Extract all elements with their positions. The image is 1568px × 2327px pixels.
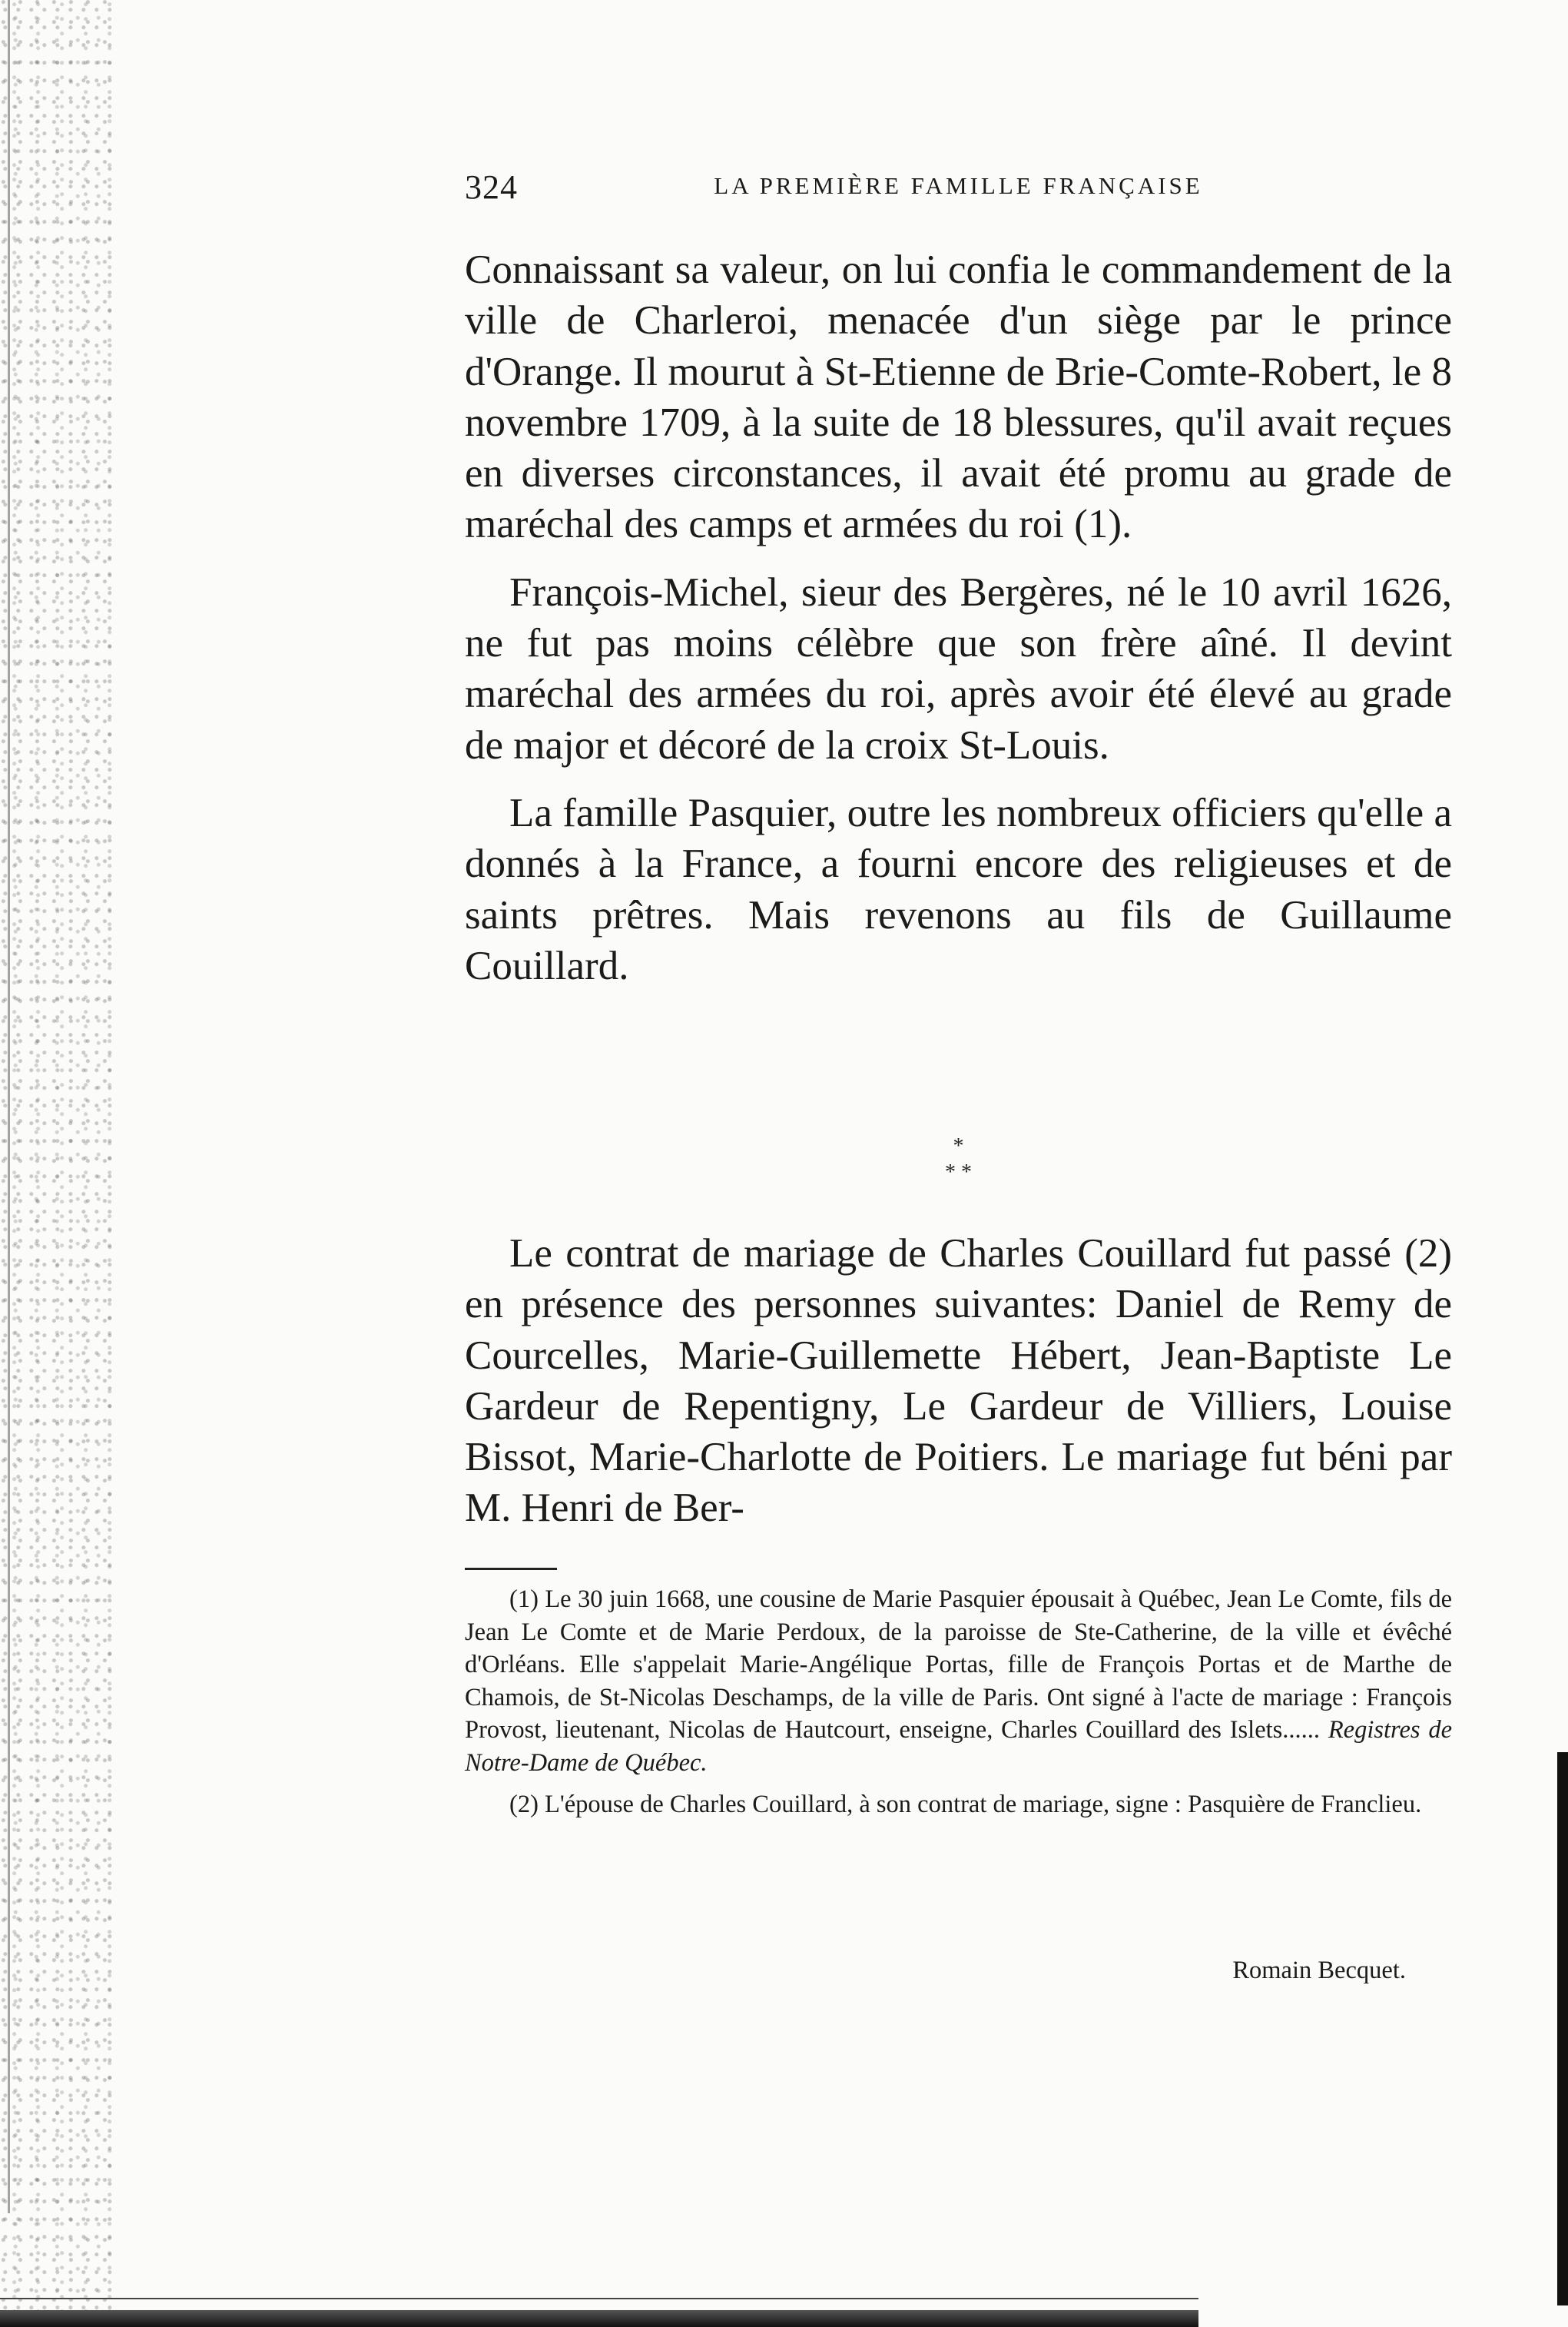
footnote-1-source: Registres de Notre-Dame de Québec. xyxy=(465,1716,1453,1777)
scan-dark-bottom-edge xyxy=(0,2310,1198,2327)
main-body-text xyxy=(465,244,1452,991)
footnote-1-text: (1) Le 30 juin 1668, une cousine de Marie Pasquier épousait à Québec, Jean Le Comte, fils de Jean Le Comte et de Marie Perdoux, de la paroisse de Ste-Catherine, de la ville et évêché d'Orléans. Elle s'appelait Marie-Angélique Portas, fille de François Portas et de Marthe de Chamois, de St-Nicolas Deschamps, de la ville de Paris. Ont signé à l'acte de mariage : François Provost, lieutenant, Nicolas de Hautcourt, enseigne, Charles Couillard des Islets...... xyxy=(465,1585,1452,1744)
footnote-rule xyxy=(465,1568,557,1570)
paragraph-4: Le contrat de mariage de Charles Couillard fut passé (2) en présence des personnes suivantes: Daniel de Remy de Courcelles, Marie-Guillemette Hébert, Jean-Baptiste Le Gardeur de Repentigny, Le Gardeur de Villiers, Louise Bissot, Marie-Charlotte de Poitiers. Le mariage fut béni par M. Henri de Ber- xyxy=(465,1231,1452,1531)
second-section-text xyxy=(465,1228,1452,1534)
scan-dark-right-edge xyxy=(1557,1752,1568,2305)
footnote-2: (2) L'épouse de Charles Couillard, à son contrat de mariage, signe : Pasquière de Franclieu. xyxy=(509,1791,1422,1818)
footnote-1 xyxy=(465,1583,1452,1779)
footnotes xyxy=(465,1583,1452,1831)
paragraph-2: François-Michel, sieur des Bergères, né le 10 avril 1626, ne fut pas moins célèbre que son frère aîné. Il devint maréchal des armées du roi, après avoir été élevé au grade de major et décoré de la croix St-Louis. xyxy=(465,569,1452,768)
scan-bottom-rule xyxy=(0,2298,1198,2299)
page-number: 324 xyxy=(465,168,518,206)
scan-noise-left-edge xyxy=(0,0,115,2327)
paragraph-1: Connaissant sa valeur, on lui confia le commandement de la ville de Charleroi, menacée d'un siège par le prince d'Orange. Il mourut à St-Etienne de Brie-Comte-Robert, le 8 novembre 1709, à la suite de 18 blessures, qu'il avait reçues en diverses circonstances, il avait été promu au grade de maréchal des camps et armées du roi (1). xyxy=(465,247,1452,547)
binding-line xyxy=(8,0,10,2213)
running-head xyxy=(465,168,1452,214)
asterism-bottom: * * xyxy=(945,1160,972,1184)
running-title: LA PREMIÈRE FAMILLE FRANÇAISE xyxy=(714,172,1203,199)
paragraph-3: La famille Pasquier, outre les nombreux officiers qu'elle a donnés à la France, a fourni encore des religieuses et de saints prêtres. Mais revenons au fils de Guillaume Couillard. xyxy=(465,790,1452,988)
asterism-separator xyxy=(465,1134,1452,1186)
asterism-top: * xyxy=(953,1134,964,1158)
footnote-signature: Romain Becquet. xyxy=(1232,1957,1406,1984)
